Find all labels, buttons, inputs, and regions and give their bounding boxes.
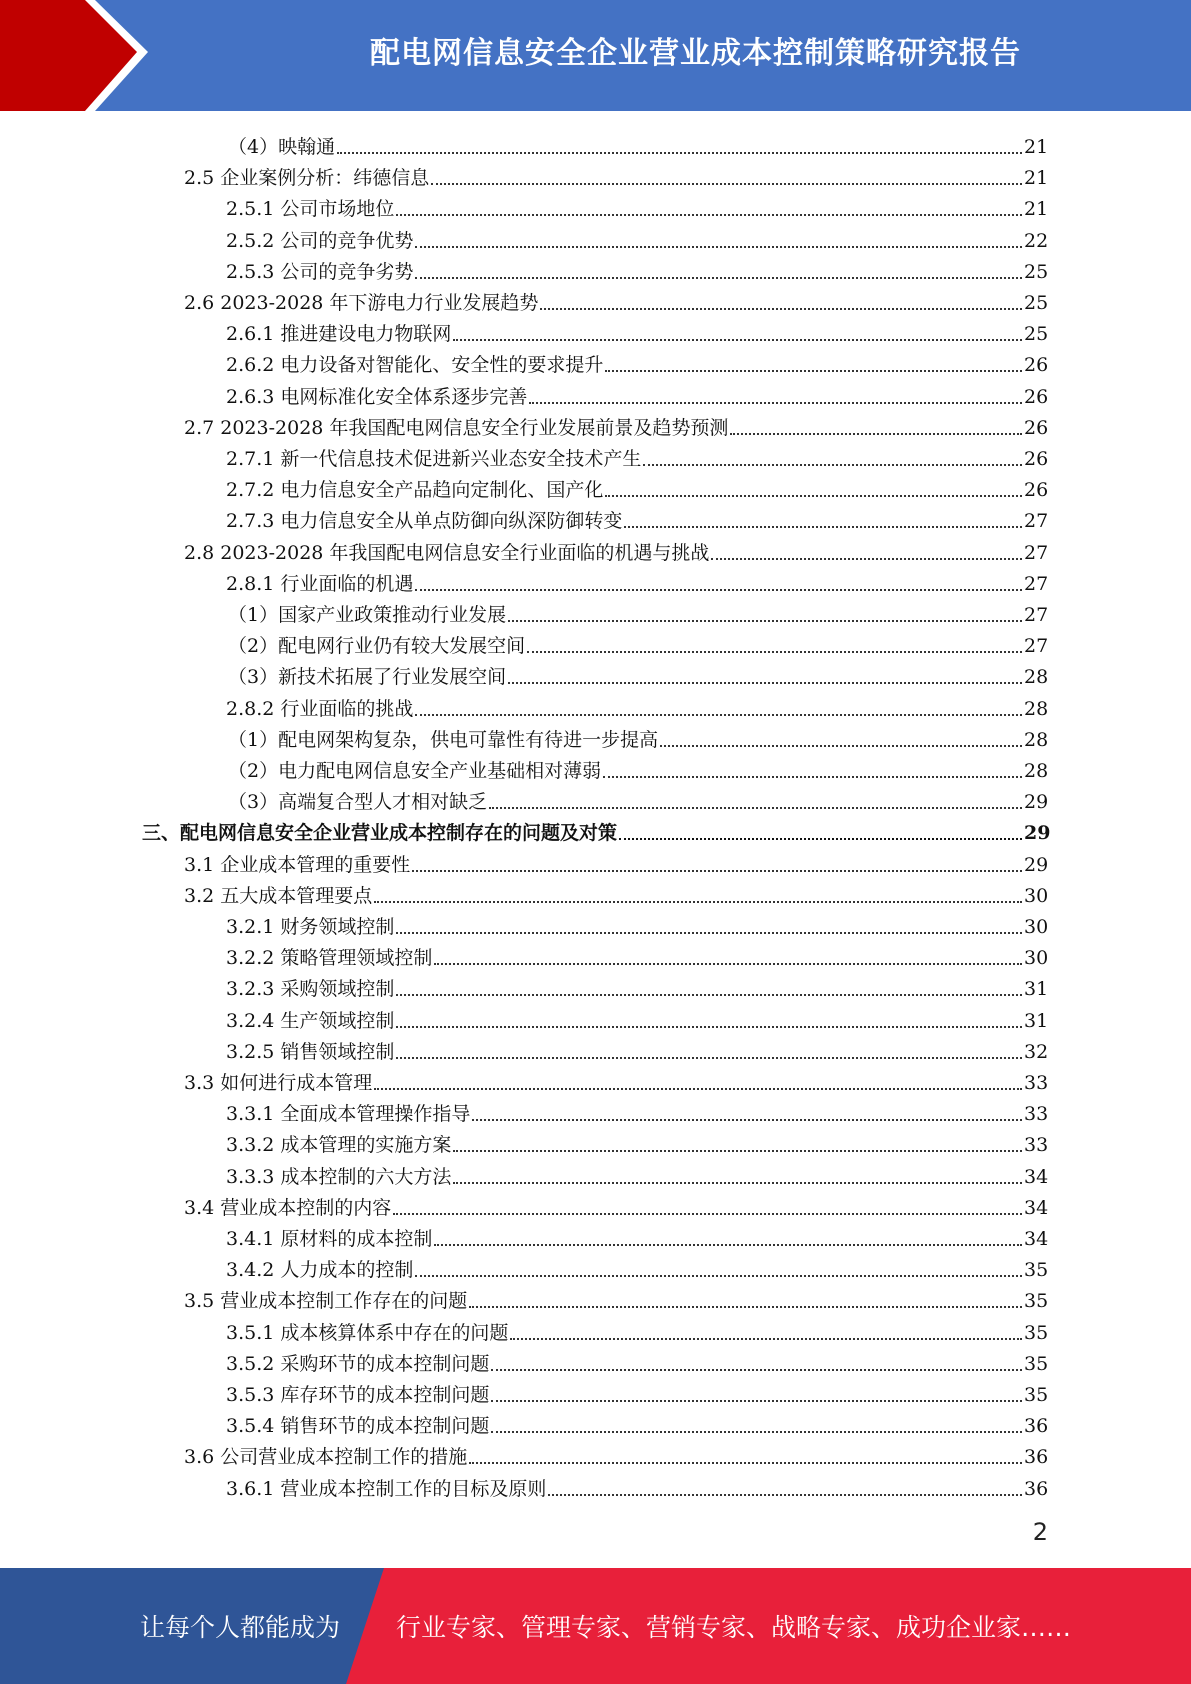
page-number: 2 — [1032, 1518, 1048, 1546]
toc-dot-leader — [337, 152, 1022, 154]
toc-entry-title: 2.7.2 电力信息安全产品趋向定制化、国产化 — [226, 479, 604, 502]
toc-entry-page: 30 — [1024, 947, 1049, 970]
toc-entry-title: 2.6.1 推进建设电力物联网 — [226, 323, 452, 346]
toc-entry[interactable] — [226, 1158, 1048, 1189]
toc-entry-title: 3.5.4 销售环节的成本控制问题 — [226, 1415, 490, 1438]
toc-entry-title: 3.5.2 采购环节的成本控制问题 — [226, 1352, 490, 1375]
toc-dot-leader — [603, 776, 1022, 778]
toc-entry[interactable] — [226, 939, 1048, 970]
toc-dot-leader — [453, 1182, 1022, 1184]
toc-dot-leader — [415, 1275, 1022, 1277]
toc-entry-title: （3）新技术拓展了行业发展空间 — [228, 666, 507, 689]
toc-dot-leader — [711, 558, 1022, 560]
toc-dot-leader — [469, 1462, 1022, 1464]
toc-entry-title: 3.1 企业成本管理的重要性 — [184, 853, 411, 876]
toc-entry[interactable] — [228, 752, 1048, 783]
toc-dot-leader — [548, 1494, 1022, 1496]
toc-entry[interactable] — [226, 1033, 1048, 1064]
toc-dot-leader — [472, 1119, 1022, 1121]
toc-dot-leader — [453, 339, 1022, 341]
toc-entry-page: 26 — [1024, 385, 1049, 408]
toc-entry[interactable] — [226, 253, 1048, 284]
toc-dot-leader — [396, 214, 1022, 216]
toc-entry-page: 28 — [1024, 728, 1049, 751]
toc-entry-page: 26 — [1024, 448, 1049, 470]
toc-entry-page: 29 — [1024, 822, 1051, 845]
toc-entry[interactable] — [226, 1095, 1048, 1126]
toc-entry[interactable] — [226, 315, 1048, 346]
toc-entry[interactable] — [226, 1002, 1048, 1033]
toc-entry[interactable] — [226, 1220, 1048, 1251]
toc-entry[interactable] — [184, 284, 1048, 315]
toc-entry[interactable] — [226, 346, 1048, 377]
toc-dot-leader — [730, 433, 1022, 435]
toc-entry-title: 3.3.1 全面成本管理操作指导 — [226, 1103, 471, 1126]
toc-entry-title: 3.5.3 库存环节的成本控制问题 — [226, 1384, 490, 1406]
toc-entry-page: 29 — [1024, 791, 1049, 814]
toc-dot-leader — [660, 745, 1022, 747]
toc-dot-leader — [434, 1244, 1022, 1246]
toc-dot-leader — [527, 651, 1022, 653]
toc-entry[interactable] — [226, 1251, 1048, 1282]
toc-entry-title: 3.2 五大成本管理要点 — [184, 884, 373, 907]
toc-entry-page: 30 — [1024, 884, 1049, 907]
toc-entry[interactable] — [228, 658, 1048, 689]
toc-entry[interactable] — [228, 783, 1048, 814]
toc-dot-leader — [396, 994, 1022, 996]
toc-entry-title: 3.6 公司营业成本控制工作的措施 — [184, 1446, 468, 1469]
toc-dot-leader — [624, 526, 1022, 528]
toc-entry-page: 26 — [1024, 479, 1049, 502]
toc-entry[interactable] — [226, 502, 1048, 533]
toc-entry-page: 32 — [1024, 1040, 1049, 1063]
toc-entry[interactable] — [184, 846, 1048, 877]
toc-dot-leader — [393, 1213, 1022, 1215]
toc-entry-title: 2.5 企业案例分析：纬德信息 — [184, 167, 430, 190]
toc-entry-title: （3）高端复合型人才相对缺乏 — [228, 791, 488, 814]
toc-entry-title: 2.5.3 公司的竞争劣势 — [226, 260, 414, 283]
toc-entry[interactable] — [228, 128, 1048, 159]
toc-dot-leader — [529, 402, 1022, 404]
toc-entry-title: 2.6 2023-2028 年下游电力行业发展趋势 — [184, 292, 539, 314]
toc-dot-leader — [643, 464, 1022, 466]
toc-entry-page: 27 — [1024, 604, 1049, 626]
toc-entry-title: 3.2.3 采购领域控制 — [226, 978, 395, 1001]
toc-dot-leader — [415, 246, 1022, 248]
toc-entry-page: 21 — [1024, 167, 1049, 190]
toc-entry[interactable] — [184, 534, 1048, 565]
toc-dot-leader — [396, 932, 1022, 934]
footer-slogan-right: 行业专家、管理专家、营销专家、战略专家、成功企业家…… — [396, 1613, 1072, 1642]
toc-dot-leader — [491, 1400, 1022, 1402]
toc-dot-leader — [605, 495, 1022, 497]
toc-entry[interactable] — [226, 908, 1048, 939]
toc-entry-title: 3.4.1 原材料的成本控制 — [226, 1228, 433, 1250]
toc-entry-title: 2.5.2 公司的竞争优势 — [226, 229, 414, 252]
toc-entry-page: 27 — [1024, 510, 1049, 533]
toc-entry[interactable] — [226, 565, 1048, 596]
toc-entry-title: （1）国家产业政策推动行业发展 — [228, 604, 507, 626]
toc-entry[interactable] — [184, 877, 1048, 908]
toc-dot-leader — [396, 1026, 1022, 1028]
toc-entry-page: 27 — [1024, 541, 1049, 564]
toc-dot-leader — [434, 963, 1022, 965]
toc-entry-page: 33 — [1024, 1103, 1049, 1126]
toc-entry-title: 3.4 营业成本控制的内容 — [184, 1196, 392, 1219]
toc-dot-leader — [508, 682, 1022, 684]
toc-entry-title: 3.3.2 成本管理的实施方案 — [226, 1134, 452, 1157]
toc-entry-page: 22 — [1024, 229, 1049, 252]
toc-entry-title: 3.2.2 策略管理领域控制 — [226, 947, 433, 970]
toc-entry-page: 36 — [1024, 1446, 1049, 1469]
toc-entry-page: 27 — [1024, 635, 1049, 658]
toc-entry-page: 25 — [1024, 292, 1049, 314]
toc-entry[interactable] — [226, 970, 1048, 1001]
toc-entry[interactable] — [228, 721, 1048, 752]
toc-entry-page: 35 — [1024, 1384, 1049, 1406]
toc-entry[interactable] — [226, 1470, 1048, 1501]
toc-entry-page: 31 — [1024, 1009, 1049, 1032]
toc-entry-page: 34 — [1024, 1196, 1049, 1219]
toc-entry-title: 2.8 2023-2028 年我国配电网信息安全行业面临的机遇与挑战 — [184, 541, 710, 564]
toc-entry[interactable] — [226, 471, 1048, 502]
toc-entry-page: 34 — [1024, 1228, 1049, 1250]
footer-banner — [0, 1568, 1191, 1684]
toc-dot-leader — [540, 308, 1022, 310]
toc-dot-leader — [374, 901, 1022, 903]
toc-entry[interactable] — [226, 1376, 1048, 1407]
footer-slogan-left: 让每个人都能成为 — [140, 1613, 341, 1642]
toc-entry[interactable] — [226, 690, 1048, 721]
toc-dot-leader — [415, 714, 1022, 716]
toc-entry-page: 31 — [1024, 978, 1049, 1001]
toc-entry[interactable] — [226, 1345, 1048, 1376]
toc-entry-title: 2.7.3 电力信息安全从单点防御向纵深防御转变 — [226, 510, 623, 533]
toc-entry-title: 2.8.1 行业面临的机遇 — [226, 572, 414, 595]
toc-entry-page: 33 — [1024, 1072, 1049, 1094]
toc-entry-page: 25 — [1024, 260, 1049, 283]
toc-entry-page: 30 — [1024, 916, 1049, 938]
toc-entry[interactable] — [184, 1282, 1048, 1313]
toc-dot-leader — [415, 277, 1022, 279]
toc-entry-page: 29 — [1024, 853, 1049, 876]
toc-entry-page: 25 — [1024, 323, 1049, 346]
toc-entry[interactable] — [226, 190, 1048, 221]
toc-entry-page: 21 — [1024, 198, 1049, 221]
toc-entry[interactable] — [184, 159, 1048, 190]
toc-entry-page: 27 — [1024, 572, 1049, 595]
toc-entry-title: 3.6.1 营业成本控制工作的目标及原则 — [226, 1477, 547, 1500]
toc-entry-title: 3.2.1 财务领域控制 — [226, 916, 395, 938]
toc-dot-leader — [396, 1057, 1022, 1059]
toc-dot-leader — [605, 370, 1022, 372]
toc-entry-title: （1）配电网架构复杂，供电可靠性有待进一步提高 — [228, 728, 659, 751]
toc-entry-page: 33 — [1024, 1134, 1049, 1157]
toc-dot-leader — [510, 1338, 1022, 1340]
toc-entry[interactable] — [184, 409, 1048, 440]
toc-entry-title: 3.3 如何进行成本管理 — [184, 1072, 373, 1094]
toc-entry[interactable] — [184, 1064, 1048, 1095]
toc-entry-page: 35 — [1024, 1290, 1049, 1313]
toc-entry[interactable] — [184, 1189, 1048, 1220]
toc-entry-title: 2.6.3 电网标准化安全体系逐步完善 — [226, 385, 528, 408]
toc-dot-leader — [491, 1369, 1022, 1371]
toc-entry-page: 35 — [1024, 1352, 1049, 1375]
toc-entry[interactable] — [226, 440, 1048, 471]
toc-entry-page: 28 — [1024, 760, 1049, 782]
toc-entry-page: 26 — [1024, 354, 1049, 377]
toc-entry-title: （4）映翰通 — [228, 136, 336, 158]
toc-entry[interactable] — [226, 1407, 1048, 1438]
toc-dot-leader — [489, 807, 1022, 809]
toc-entry-title: 3.4.2 人力成本的控制 — [226, 1259, 414, 1282]
toc-entry-page: 28 — [1024, 666, 1049, 689]
toc-entry-title: 3.3.3 成本控制的六大方法 — [226, 1165, 452, 1188]
toc-dot-leader — [374, 1088, 1022, 1090]
toc-entry-title: 三、配电网信息安全企业营业成本控制存在的问题及对策 — [142, 822, 618, 845]
toc-entry[interactable] — [226, 222, 1048, 253]
toc-entry-title: 2.7 2023-2028 年我国配电网信息安全行业发展前景及趋势预测 — [184, 416, 729, 439]
toc-dot-leader — [469, 1306, 1022, 1308]
toc-dot-leader — [431, 183, 1022, 185]
toc-entry-page: 21 — [1024, 136, 1049, 158]
toc-entry[interactable] — [228, 596, 1048, 627]
toc-entry[interactable] — [228, 627, 1048, 658]
toc-entry-title: （2）电力配电网信息安全产业基础相对薄弱 — [228, 760, 602, 782]
toc-entry-page: 35 — [1024, 1321, 1049, 1344]
toc-entry-title: 3.2.5 销售领域控制 — [226, 1040, 395, 1063]
toc-entry-title: 2.5.1 公司市场地位 — [226, 198, 395, 221]
toc-entry-page: 34 — [1024, 1165, 1049, 1188]
header-banner — [0, 0, 1191, 111]
toc-entry-page: 28 — [1024, 697, 1049, 720]
toc-entry-title: 3.5.1 成本核算体系中存在的问题 — [226, 1321, 509, 1344]
toc-entry[interactable] — [226, 1126, 1048, 1157]
toc-entry-page: 36 — [1024, 1477, 1049, 1500]
toc-dot-leader — [415, 589, 1022, 591]
toc-dot-leader — [491, 1431, 1022, 1433]
toc-entry-page: 35 — [1024, 1259, 1049, 1282]
toc-entry-title: 2.6.2 电力设备对智能化、安全性的要求提升 — [226, 354, 604, 377]
toc-entry-page: 26 — [1024, 416, 1049, 439]
toc-dot-leader — [619, 838, 1022, 840]
toc-dot-leader — [508, 620, 1022, 622]
toc-entry-title: 2.7.1 新一代信息技术促进新兴业态安全技术产生 — [226, 448, 642, 470]
toc-entry-title: 3.2.4 生产领域控制 — [226, 1009, 395, 1032]
toc-entry[interactable] — [226, 378, 1048, 409]
toc-entry[interactable] — [226, 1314, 1048, 1345]
document-title: 配电网信息安全企业营业成本控制策略研究报告 — [370, 36, 1021, 71]
toc-entry[interactable] — [142, 814, 1051, 845]
toc-entry-title: 3.5 营业成本控制工作存在的问题 — [184, 1290, 468, 1313]
toc-dot-leader — [412, 870, 1022, 872]
toc-entry[interactable] — [184, 1438, 1048, 1469]
toc-entry-page: 36 — [1024, 1415, 1049, 1438]
toc-dot-leader — [453, 1150, 1022, 1152]
toc-entry-title: 2.8.2 行业面临的挑战 — [226, 697, 414, 720]
toc-entry-title: （2）配电网行业仍有较大发展空间 — [228, 635, 526, 658]
